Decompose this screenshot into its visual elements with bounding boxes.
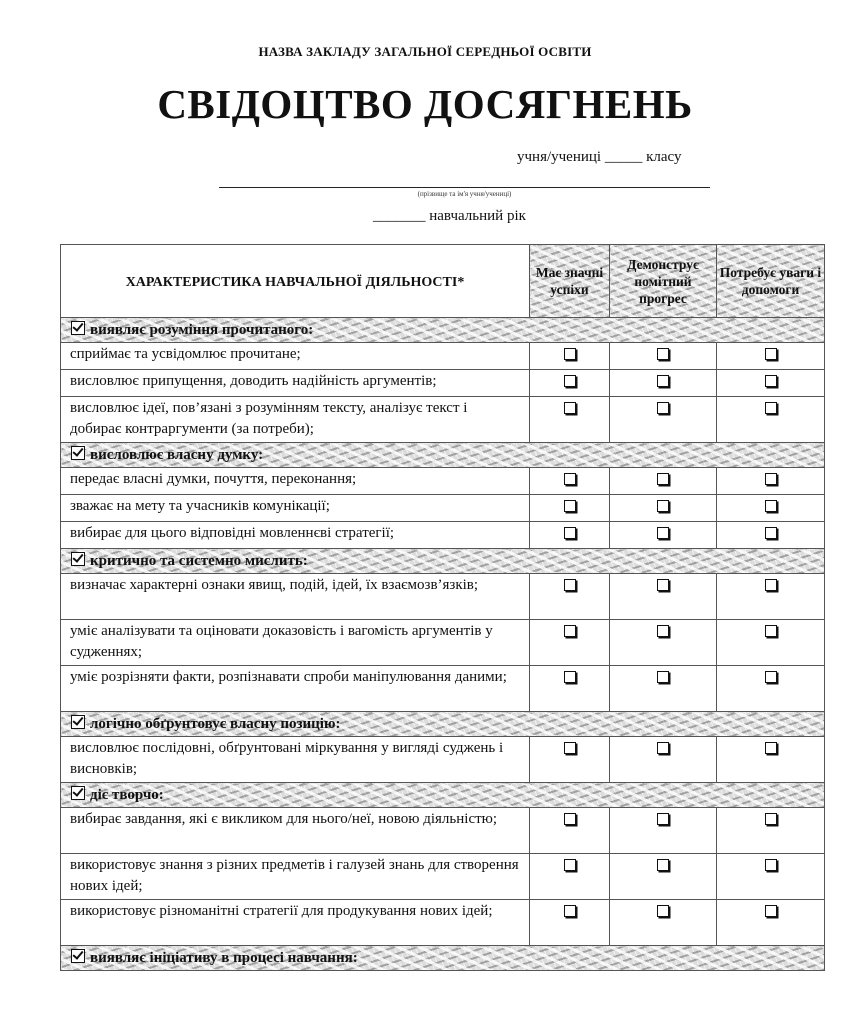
checkbox-significant-success[interactable] xyxy=(564,402,576,414)
checkbox-cell-needs-attention xyxy=(717,737,825,783)
checkbox-cell-significant-success xyxy=(530,468,610,495)
table-row xyxy=(61,854,825,900)
checkbox-noticeable-progress[interactable] xyxy=(657,500,669,512)
checkbox-cell-needs-attention xyxy=(717,468,825,495)
header-needs-attention xyxy=(717,245,825,318)
checkbox-needs-attention[interactable] xyxy=(765,348,777,360)
checkbox-significant-success[interactable] xyxy=(564,500,576,512)
criterion-text: використовує різноманітні стратегії для продукування нових ідей; xyxy=(61,900,530,946)
checked-box-icon xyxy=(71,949,85,963)
table-row xyxy=(61,397,825,443)
checkbox-noticeable-progress[interactable] xyxy=(657,579,669,591)
section-title-label: висловлює власну думку: xyxy=(90,446,264,463)
checked-box-icon xyxy=(71,786,85,800)
school-name: НАЗВА ЗАКЛАДУ ЗАГАЛЬНОЇ СЕРЕДНЬОЇ ОСВІТИ xyxy=(258,44,592,59)
table-header-row xyxy=(61,245,825,318)
section-title-cell xyxy=(61,443,825,468)
checkbox-significant-success[interactable] xyxy=(564,625,576,637)
checkbox-cell-significant-success xyxy=(530,900,610,946)
header-significant-success-label: Має значні успіхи xyxy=(535,265,604,297)
checkbox-needs-attention[interactable] xyxy=(765,813,777,825)
checkbox-cell-needs-attention xyxy=(717,495,825,522)
checkbox-needs-attention[interactable] xyxy=(765,905,777,917)
table-row xyxy=(61,522,825,549)
checkbox-needs-attention[interactable] xyxy=(765,579,777,591)
student-name-hint: (прізвище та ім'я учня/учениці) xyxy=(417,190,512,198)
header-noticeable-progress xyxy=(610,245,717,318)
section-title-cell xyxy=(61,783,825,808)
section-row xyxy=(61,443,825,468)
checkbox-noticeable-progress[interactable] xyxy=(657,813,669,825)
section-title-cell xyxy=(61,712,825,737)
checkbox-cell-significant-success xyxy=(530,343,610,370)
checkbox-noticeable-progress[interactable] xyxy=(657,671,669,683)
checkbox-noticeable-progress[interactable] xyxy=(657,473,669,485)
section-title-label: логічно обґрунтовує власну позицію: xyxy=(90,715,341,732)
table-row xyxy=(61,343,825,370)
criterion-text: сприймає та усвідомлює прочитане; xyxy=(61,343,530,370)
checkbox-cell-significant-success xyxy=(530,397,610,443)
header-noticeable-progress-label: Демонструє помітний прогрес xyxy=(627,256,699,306)
section-row xyxy=(61,783,825,808)
checkbox-cell-noticeable-progress xyxy=(610,574,717,620)
checkbox-needs-attention[interactable] xyxy=(765,375,777,387)
checkbox-cell-noticeable-progress xyxy=(610,522,717,549)
criterion-text: уміє розрізняти факти, розпізнавати спроби маніпулювання даними; xyxy=(61,666,530,712)
checkbox-significant-success[interactable] xyxy=(564,905,576,917)
section-title xyxy=(71,553,308,569)
checkbox-cell-noticeable-progress xyxy=(610,468,717,495)
student-name-line xyxy=(219,187,710,188)
checkbox-cell-needs-attention xyxy=(717,620,825,666)
section-title-label: діє творчо: xyxy=(90,786,164,803)
header-needs-attention-label: Потребує уваги і допомоги xyxy=(719,265,822,297)
criterion-text: зважає на мету та учасників комунікації; xyxy=(61,495,530,522)
checkbox-cell-noticeable-progress xyxy=(610,397,717,443)
criterion-text: вибирає для цього відповідні мовленнєві стратегії; xyxy=(61,522,530,549)
checkbox-cell-significant-success xyxy=(530,808,610,854)
checkbox-needs-attention[interactable] xyxy=(765,500,777,512)
checkbox-needs-attention[interactable] xyxy=(765,859,777,871)
checkbox-cell-noticeable-progress xyxy=(610,620,717,666)
checkbox-needs-attention[interactable] xyxy=(765,625,777,637)
checkbox-noticeable-progress[interactable] xyxy=(657,348,669,360)
checkbox-significant-success[interactable] xyxy=(564,348,576,360)
checkbox-cell-significant-success xyxy=(530,522,610,549)
section-title-cell xyxy=(61,318,825,343)
criterion-text: висловлює послідовні, обґрунтовані міркування у вигляді суджень і висновків; xyxy=(61,737,530,783)
checkbox-significant-success[interactable] xyxy=(564,671,576,683)
checked-box-icon xyxy=(71,446,85,460)
document-title: СВІДОЦТВО ДОСЯГНЕНЬ xyxy=(157,81,693,127)
checkbox-cell-noticeable-progress xyxy=(610,666,717,712)
section-title xyxy=(71,447,263,463)
checkbox-needs-attention[interactable] xyxy=(765,473,777,485)
achievement-table xyxy=(60,244,824,971)
checkbox-cell-needs-attention xyxy=(717,370,825,397)
checkbox-significant-success[interactable] xyxy=(564,375,576,387)
checkbox-noticeable-progress[interactable] xyxy=(657,742,669,754)
checkbox-cell-noticeable-progress xyxy=(610,495,717,522)
student-class-line: учня/учениці _____ класу xyxy=(517,149,682,165)
checkbox-cell-noticeable-progress xyxy=(610,343,717,370)
header-characteristics: ХАРАКТЕРИСТИКА НАВЧАЛЬНОЇ ДІЯЛЬНОСТІ* xyxy=(61,245,530,318)
criterion-text: висловлює ідеї, пов’язані з розумінням тексту, аналізує текст і добирає контраргументи (за потреби); xyxy=(61,397,530,443)
table-row xyxy=(61,808,825,854)
table-row xyxy=(61,666,825,712)
checkbox-cell-noticeable-progress xyxy=(610,737,717,783)
table-row xyxy=(61,370,825,397)
checkbox-cell-needs-attention xyxy=(717,343,825,370)
criterion-text: вибирає завдання, які є викликом для нього/неї, новою діяльністю; xyxy=(61,808,530,854)
school-year-line: _______ навчальний рік xyxy=(373,208,526,224)
checkbox-noticeable-progress[interactable] xyxy=(657,905,669,917)
section-title-label: критично та системно мислить: xyxy=(90,552,308,569)
table-row xyxy=(61,737,825,783)
checked-box-icon xyxy=(71,552,85,566)
checkbox-needs-attention[interactable] xyxy=(765,527,777,539)
checkbox-needs-attention[interactable] xyxy=(765,671,777,683)
section-row xyxy=(61,946,825,971)
checkbox-significant-success[interactable] xyxy=(564,579,576,591)
checkbox-cell-needs-attention xyxy=(717,574,825,620)
checkbox-cell-significant-success xyxy=(530,495,610,522)
checkbox-cell-significant-success xyxy=(530,737,610,783)
checkbox-noticeable-progress[interactable] xyxy=(657,859,669,871)
table-row xyxy=(61,468,825,495)
checkbox-needs-attention[interactable] xyxy=(765,742,777,754)
checkbox-cell-significant-success xyxy=(530,854,610,900)
section-title xyxy=(71,716,340,732)
criterion-text: використовує знання з різних предметів і галузей знань для створення нових ідей; xyxy=(61,854,530,900)
section-row xyxy=(61,318,825,343)
checkbox-cell-significant-success xyxy=(530,370,610,397)
section-title-label: виявляє ініціативу в процесі навчання: xyxy=(90,949,358,966)
section-title-cell xyxy=(61,946,825,971)
checkbox-cell-significant-success xyxy=(530,666,610,712)
checkbox-cell-needs-attention xyxy=(717,666,825,712)
checkbox-significant-success[interactable] xyxy=(564,527,576,539)
checkbox-cell-noticeable-progress xyxy=(610,900,717,946)
checkbox-significant-success[interactable] xyxy=(564,859,576,871)
section-title xyxy=(71,787,164,803)
checkbox-cell-noticeable-progress xyxy=(610,808,717,854)
checkbox-cell-significant-success xyxy=(530,574,610,620)
section-row xyxy=(61,712,825,737)
checked-box-icon xyxy=(71,321,85,335)
checkbox-cell-needs-attention xyxy=(717,808,825,854)
checkbox-noticeable-progress[interactable] xyxy=(657,402,669,414)
criterion-text: передає власні думки, почуття, переконання; xyxy=(61,468,530,495)
section-title-label: виявляє розуміння прочитаного: xyxy=(90,321,314,338)
checkbox-cell-needs-attention xyxy=(717,522,825,549)
checkbox-cell-needs-attention xyxy=(717,397,825,443)
section-row xyxy=(61,549,825,574)
table-row xyxy=(61,620,825,666)
checkbox-cell-needs-attention xyxy=(717,900,825,946)
section-title xyxy=(71,950,358,966)
header-significant-success xyxy=(530,245,610,318)
checkbox-cell-noticeable-progress xyxy=(610,370,717,397)
table-row xyxy=(61,495,825,522)
checkbox-needs-attention[interactable] xyxy=(765,402,777,414)
checkbox-noticeable-progress[interactable] xyxy=(657,625,669,637)
checkbox-noticeable-progress[interactable] xyxy=(657,527,669,539)
section-title-cell xyxy=(61,549,825,574)
checked-box-icon xyxy=(71,715,85,729)
table-row xyxy=(61,574,825,620)
criterion-text: визначає характерні ознаки явищ, подій, ідей, їх взаємозв’язків; xyxy=(61,574,530,620)
checkbox-noticeable-progress[interactable] xyxy=(657,375,669,387)
checkbox-significant-success[interactable] xyxy=(564,813,576,825)
criterion-text: висловлює припущення, доводить надійність аргументів; xyxy=(61,370,530,397)
checkbox-significant-success[interactable] xyxy=(564,742,576,754)
table-row xyxy=(61,900,825,946)
checkbox-cell-significant-success xyxy=(530,620,610,666)
checkbox-significant-success[interactable] xyxy=(564,473,576,485)
section-title xyxy=(71,322,313,338)
checkbox-cell-needs-attention xyxy=(717,854,825,900)
checkbox-cell-noticeable-progress xyxy=(610,854,717,900)
criterion-text: уміє аналізувати та оціновати доказовість і вагомість аргументів у судженнях; xyxy=(61,620,530,666)
